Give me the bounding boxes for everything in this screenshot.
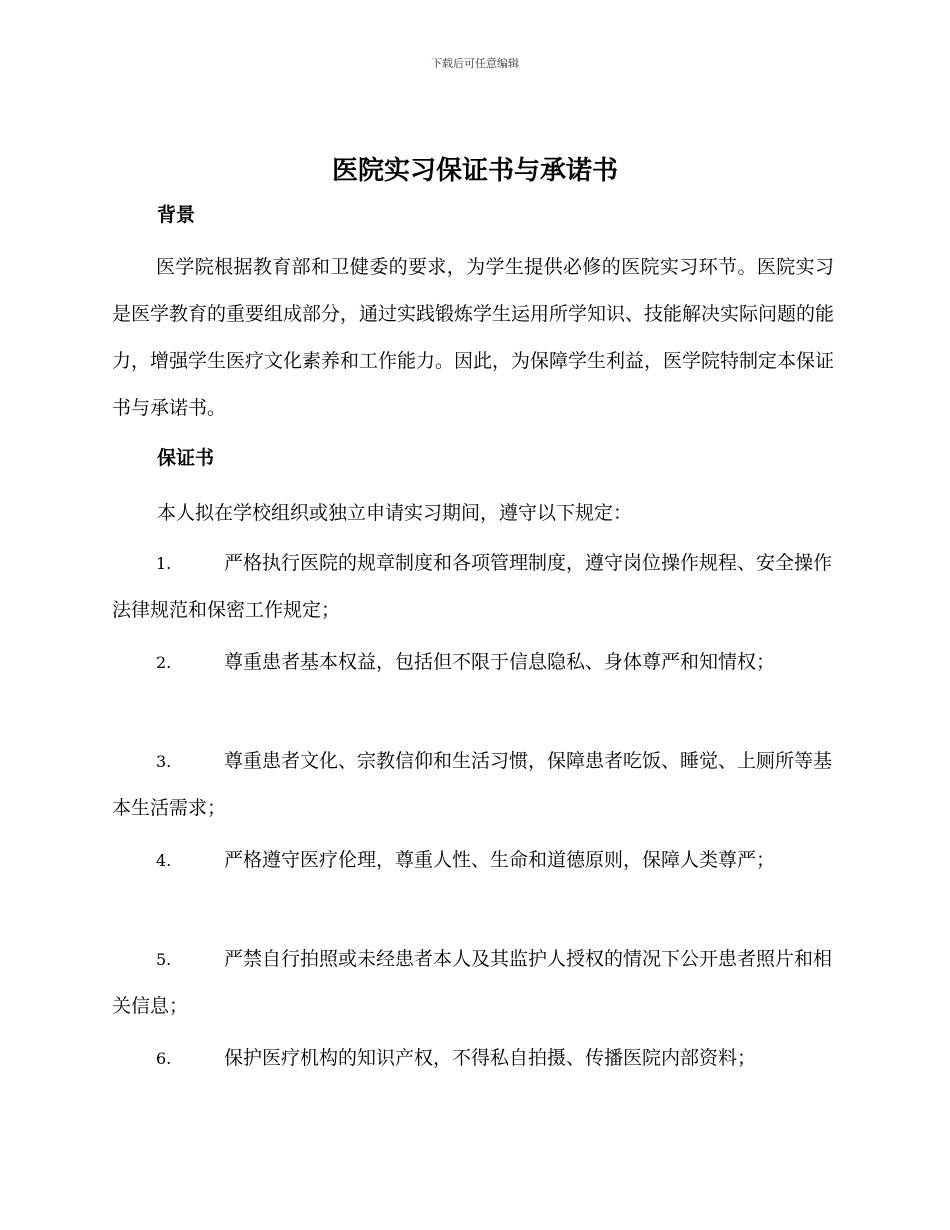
- list-item-text: 严禁自行拍照或未经患者本人及其监护人授权的情况下公开患者照片和相关信息；: [112, 948, 833, 1017]
- list-item: [112, 837, 834, 884]
- list-item-text: 严格执行医院的规章制度和各项管理制度，遵守岗位操作规程、安全操作法律规范和保密工作规定；: [112, 552, 833, 621]
- list-item: [112, 738, 834, 832]
- header-note: 下载后可任意编辑: [431, 57, 519, 70]
- list-item-number: 6.: [156, 1049, 172, 1068]
- list-item-number: 3.: [156, 752, 172, 771]
- section-heading-background: 背景: [157, 204, 196, 226]
- list-item-text: 保护医疗机构的知识产权，不得私自拍摄、传播医院内部资料；: [224, 1047, 757, 1069]
- list-item-number: 2.: [156, 653, 172, 672]
- list-item: [112, 639, 834, 686]
- list-item: [112, 1035, 834, 1082]
- list-item-number: 4.: [156, 851, 172, 870]
- guarantee-intro: 本人拟在学校组织或独立申请实习期间，遵守以下规定：: [157, 502, 633, 524]
- list-item: [112, 936, 834, 1030]
- document-title: 医院实习保证书与承诺书: [331, 156, 618, 186]
- list-item-number: 5.: [156, 950, 172, 969]
- list-item-text: 尊重患者基本权益，包括但不限于信息隐私、身体尊严和知情权；: [224, 651, 776, 673]
- list-item-number: 1.: [156, 554, 172, 573]
- list-item: [112, 540, 834, 634]
- list-item-text: 尊重患者文化、宗教信仰和生活习惯，保障患者吃饭、睡觉、上厕所等基本生活需求；: [112, 750, 833, 819]
- list-item-text: 严格遵守医疗伦理，尊重人性、生命和道德原则，保障人类尊严；: [224, 849, 776, 871]
- section-heading-guarantee: 保证书: [157, 447, 215, 469]
- background-paragraph: 医学院根据教育部和卫健委的要求，为学生提供必修的医院实习环节。医院实习是医学教育的重要组成部分，通过实践锻炼学生运用所学知识、技能解决实际问题的能力，增强学生医疗文化素养和工作能力。因此，为保障学生利益，医学院特制定本保证书与承诺书。: [112, 256, 835, 419]
